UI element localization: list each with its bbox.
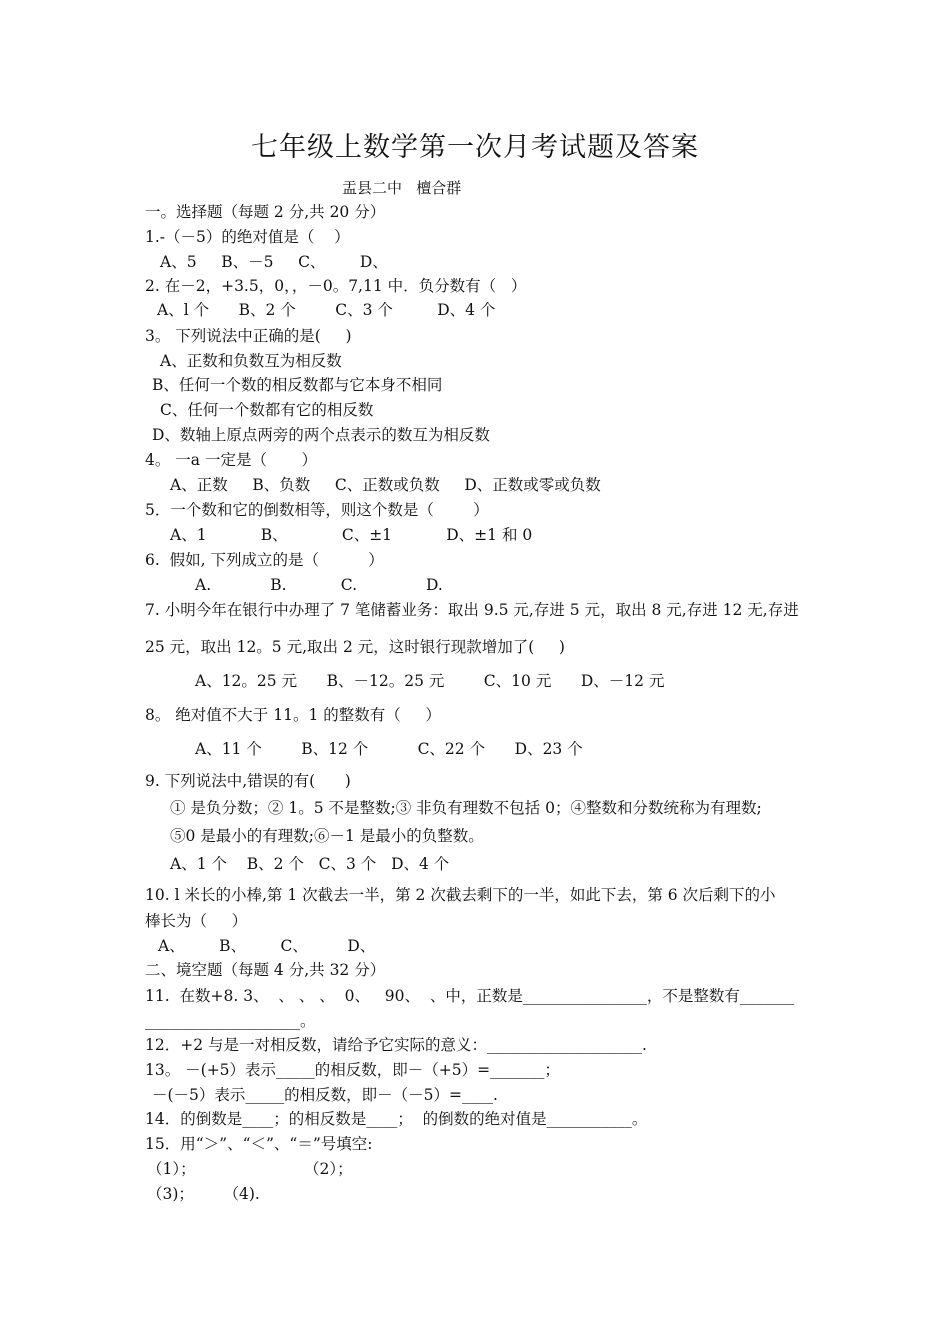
question-8-options: A、11 个 B、12 个 C、22 个 D、23 个 bbox=[195, 740, 583, 758]
question-9-options: A、1 个 B、2 个 C、3 个 D、4 个 bbox=[170, 855, 450, 873]
question-5-options: A、1 B、 C、±1 D、±1 和 0 bbox=[170, 526, 533, 544]
question-15: 15．用“＞”、“＜”、“＝”号填空: bbox=[145, 1135, 373, 1153]
question-10-line-2: 棒长为（ ） bbox=[145, 912, 248, 930]
section-heading-fill: 二、境空题（每题 4 分,共 32 分） bbox=[145, 961, 386, 979]
question-3-option-b: B、任何一个数的相反数都与它本身不相同 bbox=[152, 376, 443, 394]
question-1: 1.-（－5）的绝对值是（ ） bbox=[145, 228, 350, 246]
section-heading-choice: 一。选择题（每题 2 分,共 20 分） bbox=[145, 203, 386, 221]
question-7-line-2: 25 元，取出 12。5 元,取出 2 元，这时银行现款增加了( ) bbox=[145, 638, 565, 656]
question-6: 6. 假如, 下列成立的是（ ） bbox=[145, 551, 384, 569]
question-10-options: A、 B、 C、 D、 bbox=[158, 937, 376, 955]
question-15-items-1: （1）； （2）； bbox=[147, 1160, 353, 1178]
question-12: 12．+2 与是一对相反数，请给予它实际的意义：____________________. bbox=[145, 1036, 647, 1054]
question-3: 3。 下列说法中正确的是( ) bbox=[145, 327, 352, 345]
question-14: 14．的倒数是____；的相反数是____； 的倒数的绝对值是___________。 bbox=[145, 1110, 648, 1128]
question-9-statements-1: ① 是负分数；② 1。5 不是整数;③ 非负有理数不包括 0；④整数和分数统称为有理数; bbox=[170, 799, 762, 817]
question-8: 8。 绝对值不大于 11。1 的整数有（ ） bbox=[145, 706, 441, 724]
question-3-option-d: D、数轴上原点两旁的两个点表示的数互为相反数 bbox=[152, 426, 490, 444]
question-5: 5．一个数和它的倒数相等，则这个数是（ ） bbox=[145, 501, 489, 519]
question-1-options: A、5 B、－5 C、 D、 bbox=[160, 253, 388, 271]
question-3-option-c: C、任何一个数都有它的相反数 bbox=[160, 401, 374, 419]
question-13-line-2: －(－5）表示_____的相反数，即－（－5）=____. bbox=[152, 1086, 498, 1104]
question-9: 9. 下列说法中,错误的有( ) bbox=[145, 772, 351, 790]
question-2: 2. 在－2，+3.5，0，，－0。7,11 中．负分数有（ ） bbox=[145, 277, 527, 295]
question-2-options: A、l 个 B、2 个 C、3 个 D、4 个 bbox=[157, 301, 496, 319]
question-4-options: A、正数 B、负数 C、正数或负数 D、正数或零或负数 bbox=[170, 476, 601, 494]
question-3-option-a: A、正数和负数互为相反数 bbox=[160, 352, 342, 370]
page-title: 七年级上数学第一次月考试题及答案 bbox=[251, 132, 699, 163]
question-10-line-1: 10. l 米长的小棒,第 1 次截去一半，第 2 次截去剩下的一半，如此下去，第 6 次后剩下的小 bbox=[145, 886, 776, 904]
question-13-line-1: 13。 －(+5）表示_____的相反数，即－（+5）=_______； bbox=[145, 1061, 560, 1079]
question-11-line-1: 11. 在数+8. 3、 、 、 、 0、 90、 、中，正数是________________，不是整数有_______ bbox=[145, 987, 795, 1005]
question-6-options: A. B. C. D. bbox=[195, 576, 443, 594]
question-11-line-2: ____________________。 bbox=[145, 1012, 316, 1030]
question-4: 4。 一a 一定是（ ） bbox=[145, 451, 317, 469]
question-15-items-2: （3)； （4). bbox=[147, 1185, 260, 1203]
question-9-statements-2: ⑤0 是最小的有理数;⑥－1 是最小的负整数。 bbox=[170, 827, 484, 845]
author-line: 盂县二中 檀合群 bbox=[342, 179, 462, 197]
question-7-line-1: 7. 小明今年在银行中办理了 7 笔储蓄业务：取出 9.5 元,存进 5 元，取出 8 元,存进 12 无,存进 bbox=[145, 601, 799, 619]
question-7-options: A、12。25 元 B、－12。25 元 C、10 元 D、－12 元 bbox=[195, 672, 665, 690]
